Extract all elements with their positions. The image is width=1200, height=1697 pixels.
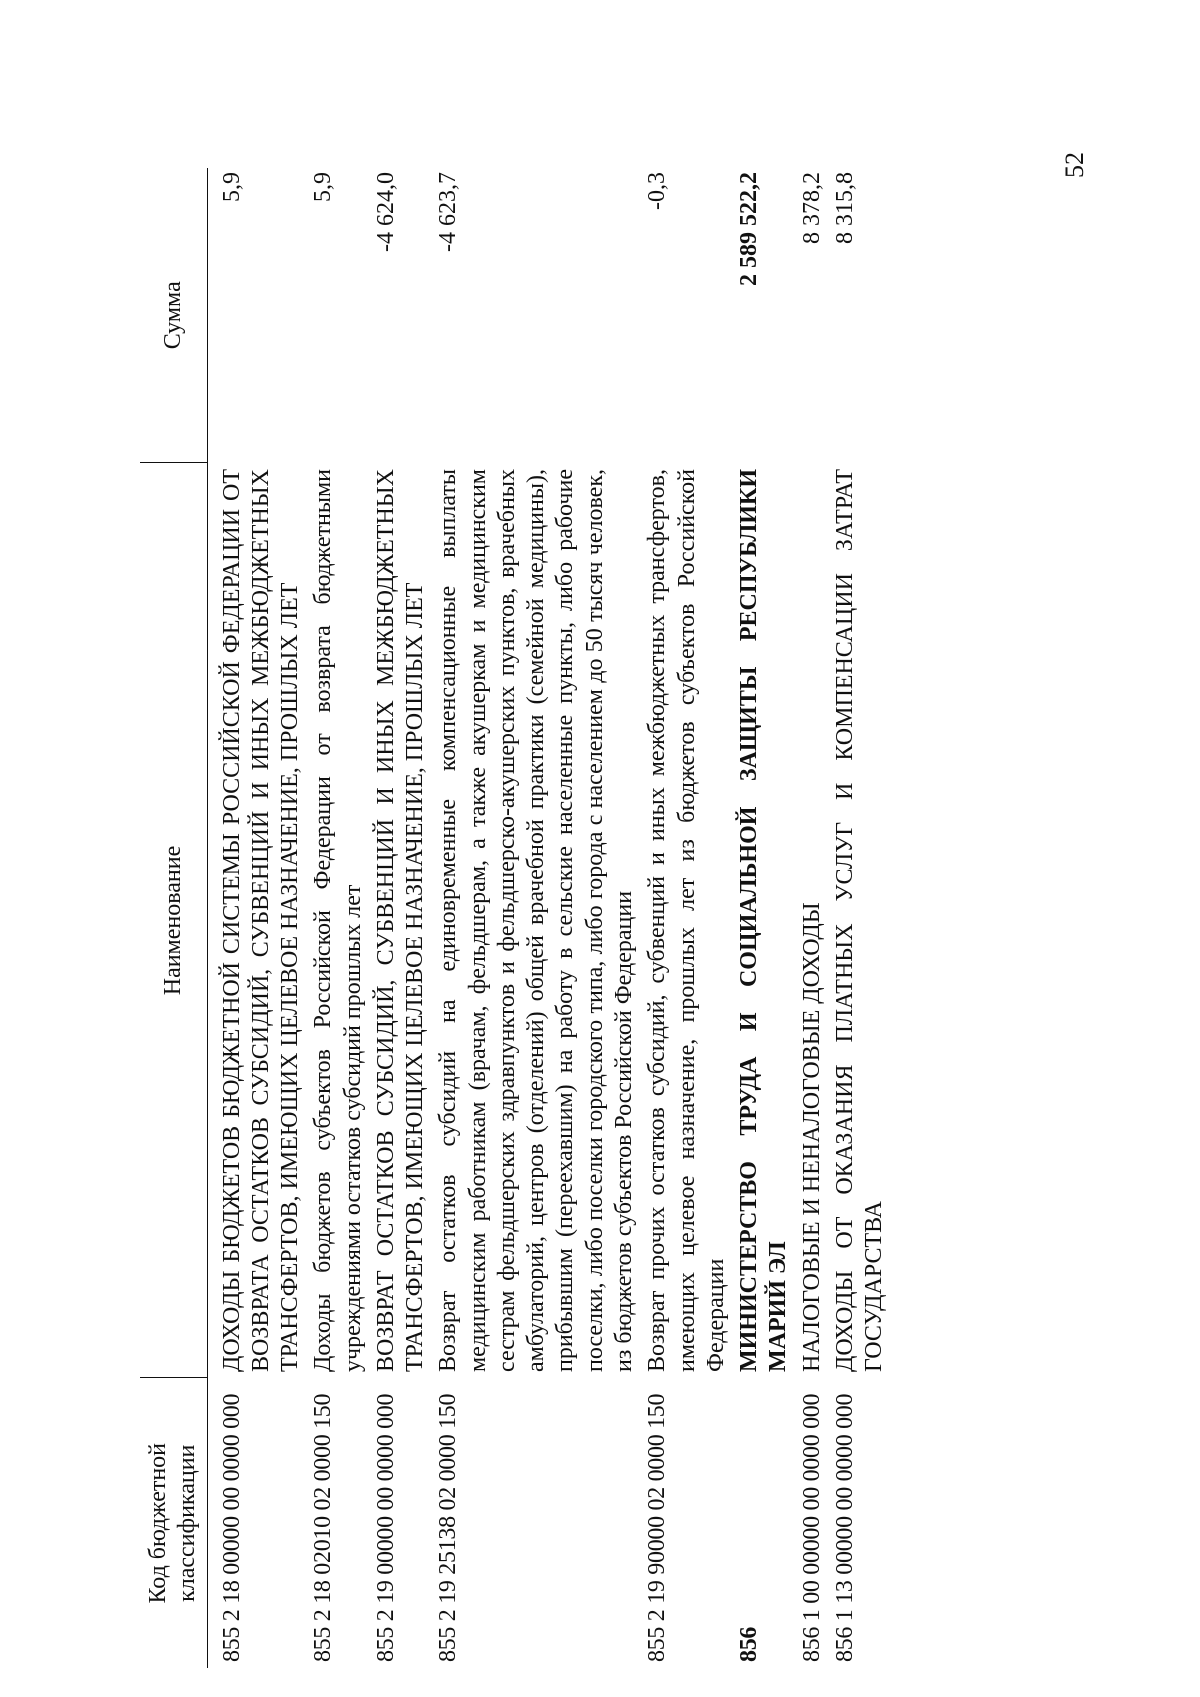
header-name: Наименование: [140, 463, 207, 1378]
table-row: [641, 168, 733, 1668]
table-row: [796, 168, 829, 1668]
table-row: [370, 168, 433, 1668]
row-sum: 5,9: [218, 172, 245, 202]
table-header-row: [140, 168, 207, 1668]
table-row: [207, 168, 307, 1668]
row-code: 856: [736, 1626, 763, 1662]
page-number: 52: [1060, 152, 1089, 178]
row-name: ДОХОДЫ ОТ ОКАЗАНИЯ ПЛАТНЫХ УСЛУГ И КОМПЕНСАЦИИ ЗАТРАТ ГОСУДАРСТВА: [831, 469, 888, 1372]
table-row: [432, 168, 641, 1668]
row-code: 855 2 19 90000 02 0000 150: [644, 1393, 671, 1662]
table-row-ministry: [733, 168, 796, 1668]
row-sum: -4 623,7: [435, 172, 462, 252]
row-name: Возврат остатков субсидий на единовременные компенсационные выплаты медицинским работникам (врачам, фельдшерам, а также акушеркам и медицинским сестрам фельдшерских здравпунктов и фельдшерско-акушерских пунктов, врачебных амбулаторий, центров (отделений) общей врачебной практики (семейной медицины), прибывшим (переехавшим) на работу в сельские населенные пункты, либо рабочие поселки, либо поселки городского типа, либо города с населением до 50 тысяч человек, из бюджетов субъектов Российской Федерации: [435, 469, 637, 1372]
row-sum: 8 378,2: [798, 172, 825, 244]
rotated-page-content: [140, 168, 1050, 1668]
row-sum: 8 315,8: [831, 172, 858, 244]
header-code: Код бюджетной классификации: [140, 1378, 207, 1668]
row-code: 855 2 19 25138 02 0000 150: [435, 1393, 462, 1662]
row-code: 855 2 19 00000 00 0000 000: [372, 1393, 399, 1662]
row-code: 855 2 18 00000 00 0000 000: [218, 1393, 245, 1662]
row-name: Доходы бюджетов субъектов Российской Федерации от возврата бюджетными учреждениями остатков субсидий прошлых лет: [310, 469, 366, 1372]
row-code: 856 1 00 00000 00 0000 000: [798, 1393, 825, 1662]
row-name: НАЛОГОВЫЕ И НЕНАЛОГОВЫЕ ДОХОДЫ: [798, 902, 825, 1372]
row-name: Возврат прочих остатков субсидий, субвенций и иных межбюджетных трансфертов, имеющих целевое назначение, прошлых лет из бюджетов субъектов Российской Федерации: [644, 469, 729, 1372]
row-code: 856 1 13 00000 00 0000 000: [831, 1393, 858, 1662]
row-code: 855 2 18 02010 02 0000 150: [310, 1393, 337, 1662]
table-row: [829, 168, 892, 1668]
row-sum: 2 589 522,2: [736, 172, 763, 286]
row-sum: 5,9: [310, 172, 337, 202]
budget-classification-table: [140, 168, 891, 1668]
header-sum: Сумма: [140, 168, 207, 463]
row-sum: -0,3: [644, 172, 671, 210]
table-row: [307, 168, 370, 1668]
row-sum: -4 624,0: [372, 172, 399, 252]
row-name: ДОХОДЫ БЮДЖЕТОВ БЮДЖЕТНОЙ СИСТЕМЫ РОССИЙСКОЙ ФЕДЕРАЦИИ ОТ ВОЗВРАТА ОСТАТКОВ СУБСИДИЙ, СУБВЕНЦИЙ И ИНЫХ МЕЖБЮДЖЕТНЫХ ТРАНСФЕРТОВ, ИМЕЮЩИХ ЦЕЛЕВОЕ НАЗНАЧЕНИЕ, ПРОШЛЫХ ЛЕТ: [218, 469, 304, 1372]
row-name: ВОЗВРАТ ОСТАТКОВ СУБСИДИЙ, СУБВЕНЦИЙ И ИНЫХ МЕЖБЮДЖЕТНЫХ ТРАНСФЕРТОВ, ИМЕЮЩИХ ЦЕЛЕВОЕ НАЗНАЧЕНИЕ, ПРОШЛЫХ ЛЕТ: [372, 469, 429, 1372]
row-name: МИНИСТЕРСТВО ТРУДА И СОЦИАЛЬНОЙ ЗАЩИТЫ РЕСПУБЛИКИ МАРИЙ ЭЛ: [736, 469, 792, 1372]
